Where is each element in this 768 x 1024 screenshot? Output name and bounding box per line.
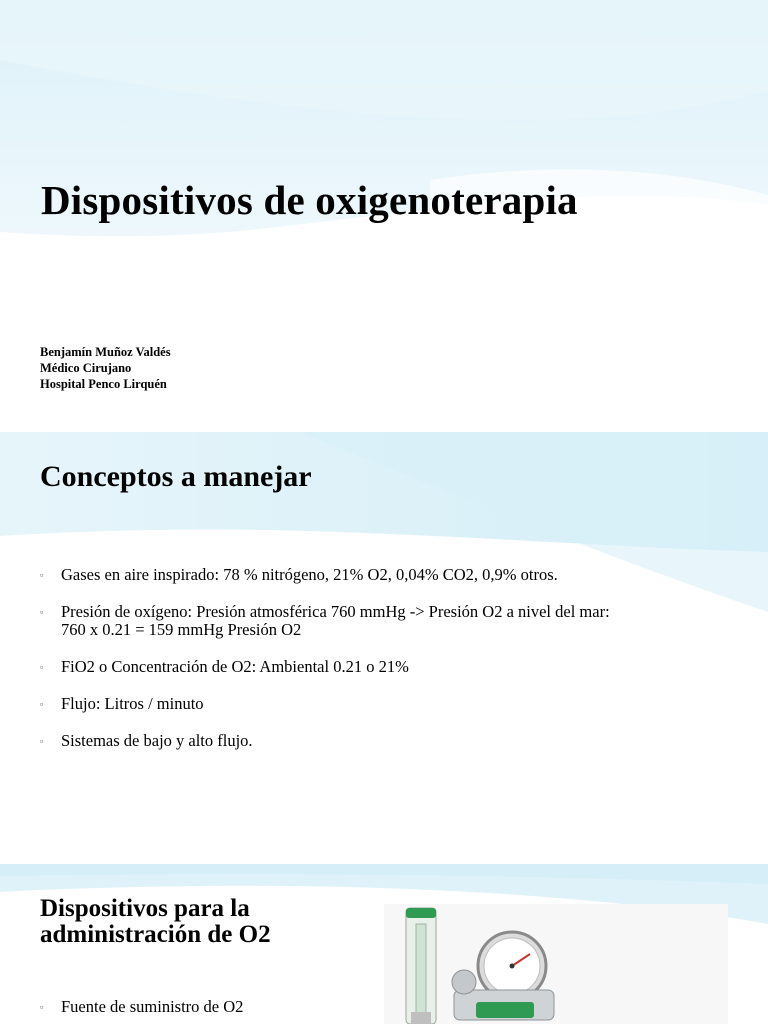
list-item [40, 695, 730, 713]
author-hospital: Hospital Penco Lirquén [40, 377, 167, 391]
bullet-icon: ▫ [40, 570, 44, 580]
oxygen-regulator-photo [384, 904, 728, 1024]
slide-title: Dispositivos de oxigenoterapia [41, 177, 578, 223]
list-item [40, 566, 730, 584]
bullet-icon: ▫ [40, 662, 44, 672]
bullet-icon: ▫ [40, 736, 44, 746]
list-item [40, 732, 730, 750]
list-item-text: Gases en aire inspirado: 78 % nitrógeno, 21% O2, 0,04% CO2, 0,9% otros. [61, 565, 558, 584]
slide-title [40, 896, 360, 948]
list-item-text: Flujo: Litros / minuto [61, 694, 204, 713]
oxygen-flowmeter-icon [384, 904, 728, 1024]
concepts-list [40, 566, 730, 769]
list-item-text: Fuente de suministro de O2 [61, 997, 244, 1016]
list-item-text: FiO2 o Concentración de O2: Ambiental 0.21 o 21% [61, 657, 409, 676]
author-block [40, 344, 171, 392]
list-item-text: Presión de oxígeno: Presión atmosférica 760 mmHg -> Presión O2 a nivel del mar: [61, 602, 610, 621]
concepts-slide [0, 432, 768, 864]
bullet-icon: ▫ [40, 1002, 44, 1012]
list-item-text: Sistemas de bajo y alto flujo. [61, 731, 253, 750]
bullet-icon: ▫ [40, 607, 44, 617]
list-item [40, 658, 730, 676]
title-slide [0, 0, 768, 432]
title-line: administración de O2 [40, 921, 271, 948]
devices-slide [0, 864, 768, 1024]
bullet-icon: ▫ [40, 699, 44, 709]
list-item [40, 998, 243, 1016]
list-item-text-continued: 760 x 0.21 = 159 mmHg Presión O2 [61, 620, 302, 639]
list-item [40, 603, 730, 639]
author-role: Médico Cirujano [40, 361, 132, 375]
slide-title: Conceptos a manejar [40, 460, 312, 493]
devices-list [40, 998, 243, 1016]
title-line: Dispositivos para la [40, 895, 250, 922]
author-name: Benjamín Muñoz Valdés [40, 345, 171, 359]
